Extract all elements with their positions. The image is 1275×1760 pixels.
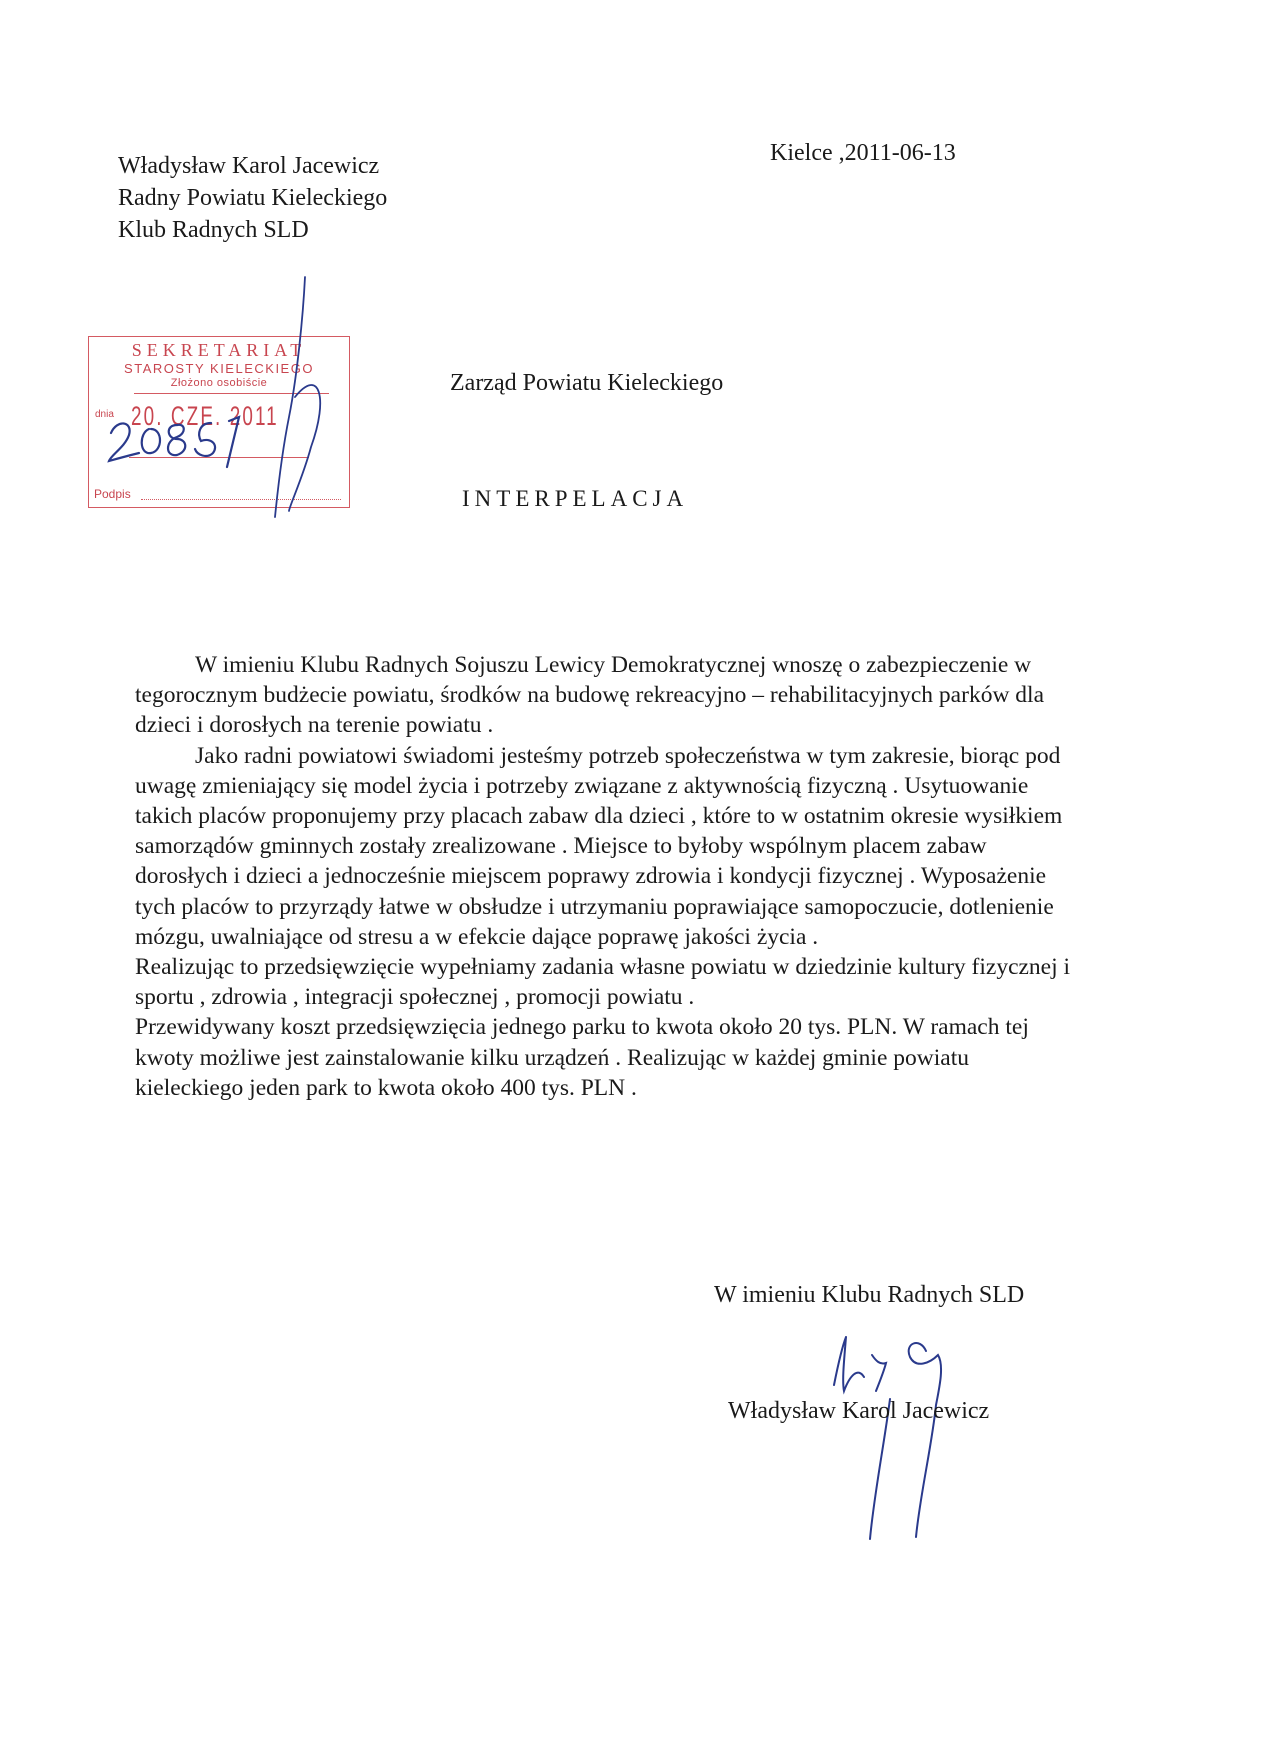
paragraph-3: Realizując to przedsięwzięcie wypełniamy zadania własne powiatu w dziedzinie kultury fizycznej i sportu , zdrowia , integracji społecznej , promocji powiatu .: [135, 954, 1071, 1011]
paragraph-2: Jako radni powiatowi świadomi jesteśmy potrzeb społeczeństwa w tym zakresie, biorąc pod uwagę zmieniający się model życia i potrzeby związane z aktywnością fizyczną . Usytuowanie takich placów proponujemy przy placach zabaw dla dzieci , które to w ostatnim okresie wysiłkiem samorządów gminnych zostały zrealizowane . Miejsce to byłoby wspólnym placem zabaw dorosłych i dzieci a jednocześnie miejscem poprawy zdrowia i kondycji fizycznej . Wyposażenie tych placów to przyrządy łatwe w obsłudze i utrzymaniu poprawiające samopoczucie, dotlenienie mózgu, uwalniające od stresu a w efekcie dające poprawę jakości życia .: [135, 742, 1063, 950]
handwritten-signature-icon: [820, 1325, 1000, 1555]
stamp-note: Złożono osobiście: [170, 377, 268, 389]
addressee: Zarząd Powiatu Kieleckiego: [450, 370, 724, 396]
letter-body: [135, 650, 1075, 1103]
registry-stamp: [88, 336, 350, 508]
stamp-sign-label: Podpis: [94, 487, 131, 501]
stamp-date: 20. CZE. 2011: [131, 401, 279, 431]
closing-line: W imieniu Klubu Radnych SLD: [714, 1282, 1025, 1308]
sender-name: Władysław Karol Jacewicz: [118, 153, 380, 179]
date-line: Kielce ,2011-06-13: [770, 140, 956, 166]
paragraph-1: W imieniu Klubu Radnych Sojuszu Lewicy Demokratycznej wnoszę o zabezpieczenie w tegorocznym budżecie powiatu, środków na budowę rekreacyjno – rehabilitacyjnych parków dla dzieci i dorosłych na terenie powiatu .: [135, 652, 1044, 739]
paragraph-4: Przewidywany koszt przedsięwzięcia jednego parku to kwota około 20 tys. PLN. W ramach tej kwoty możliwe jest zainstalowanie kilku urządzeń . Realizując w każdej gminie powiatu kieleckiego jeden park to kwota około 400 tys. PLN .: [135, 1014, 1029, 1101]
sender-role: Radny Powiatu Kieleckiego: [118, 185, 388, 211]
stamp-subtitle: STAROSTY KIELECKIEGO: [124, 361, 314, 376]
stamp-title: SEKRETARIAT: [131, 340, 307, 360]
stamp-handwritten-number-icon: [89, 337, 351, 509]
sender-club: Klub Radnych SLD: [118, 217, 309, 243]
sender-block: [118, 150, 387, 246]
stamp-day-label: dnia: [95, 409, 114, 420]
signer-name: Władysław Karol Jacewicz: [728, 1398, 990, 1424]
document-title: INTERPELACJA: [462, 486, 689, 511]
